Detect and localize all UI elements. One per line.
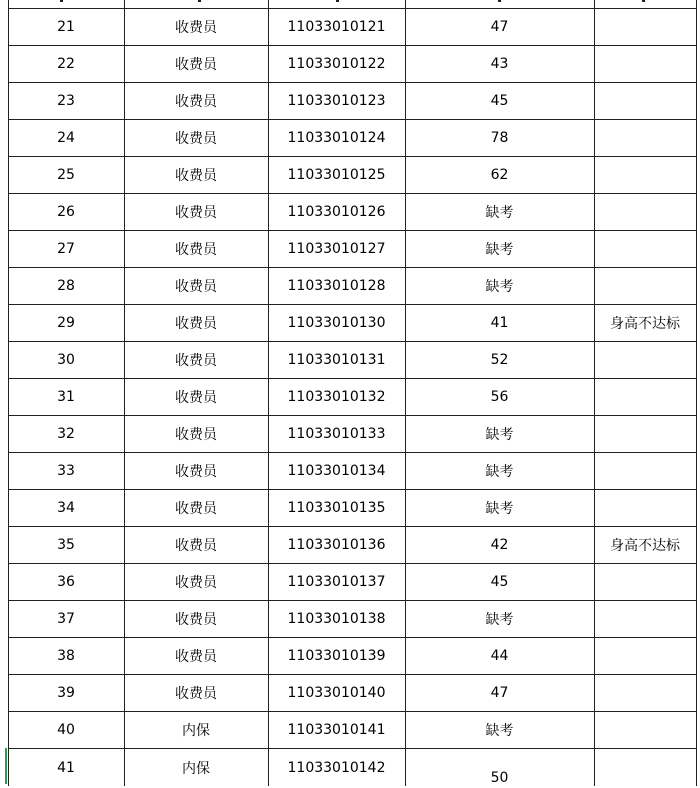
row-divider — [8, 674, 696, 675]
exam-id-cell[interactable]: 11033010135 — [287, 499, 386, 516]
row-number-cell[interactable]: 24 — [57, 129, 75, 146]
score-cell[interactable]: 43 — [490, 55, 509, 72]
header-fragment — [336, 0, 339, 2]
exam-id-cell[interactable]: 11033010121 — [287, 18, 386, 35]
score-cell[interactable]: 56 — [490, 388, 509, 405]
position-cell[interactable]: 收费员 — [175, 19, 217, 36]
row-number-cell[interactable]: 29 — [57, 314, 75, 331]
score-cell[interactable]: 41 — [490, 314, 509, 331]
position-cell[interactable]: 收费员 — [175, 204, 217, 221]
score-cell[interactable]: 62 — [490, 166, 509, 183]
row-number-cell[interactable]: 22 — [57, 55, 75, 72]
position-cell[interactable]: 收费员 — [175, 352, 217, 369]
position-cell[interactable]: 收费员 — [175, 56, 217, 73]
column-divider — [696, 0, 697, 786]
row-divider — [8, 563, 696, 564]
header-fragment — [642, 0, 645, 2]
row-number-cell[interactable]: 41 — [57, 760, 75, 776]
row-divider — [8, 8, 696, 9]
exam-id-cell[interactable]: 11033010132 — [287, 388, 386, 405]
remark-cell[interactable] — [594, 637, 696, 674]
row-number-cell[interactable]: 36 — [57, 573, 75, 590]
remark-cell[interactable] — [594, 193, 696, 230]
exam-id-cell[interactable]: 11033010133 — [287, 425, 386, 442]
row-divider — [8, 378, 696, 379]
row-divider — [8, 600, 696, 601]
position-cell[interactable]: 收费员 — [175, 463, 217, 480]
score-cell[interactable]: 缺考 — [485, 722, 514, 739]
header-fragment — [498, 0, 501, 2]
row-number-cell[interactable]: 35 — [57, 536, 75, 553]
remark-cell[interactable] — [594, 600, 696, 637]
exam-id-cell[interactable]: 11033010127 — [287, 240, 386, 257]
position-cell[interactable]: 内保 — [182, 761, 210, 777]
remark-cell[interactable]: 身高不达标 — [610, 537, 680, 554]
row-number-cell[interactable]: 25 — [57, 166, 75, 183]
position-cell[interactable]: 收费员 — [175, 648, 217, 665]
exam-id-cell[interactable]: 11033010131 — [287, 351, 386, 368]
score-cell[interactable]: 缺考 — [485, 278, 514, 295]
position-cell[interactable]: 收费员 — [175, 167, 217, 184]
row-number-cell[interactable]: 31 — [57, 388, 75, 405]
row-number-cell[interactable]: 28 — [57, 277, 75, 294]
row-number-cell[interactable]: 37 — [57, 610, 75, 627]
exam-id-cell[interactable]: 11033010122 — [287, 55, 386, 72]
selection-edge-marker — [5, 748, 7, 784]
remark-cell[interactable] — [594, 378, 696, 415]
score-cell[interactable]: 42 — [490, 536, 509, 553]
exam-id-cell[interactable]: 11033010123 — [287, 92, 386, 109]
score-cell[interactable]: 78 — [490, 129, 509, 146]
exam-id-cell[interactable]: 11033010139 — [287, 647, 386, 664]
row-divider — [8, 193, 696, 194]
position-cell[interactable]: 收费员 — [175, 315, 217, 332]
exam-id-cell[interactable]: 11033010141 — [287, 721, 386, 738]
row-number-cell[interactable]: 39 — [57, 684, 75, 701]
row-divider — [8, 267, 696, 268]
exam-id-cell[interactable]: 11033010134 — [287, 462, 386, 479]
remark-cell[interactable] — [594, 452, 696, 489]
row-number-cell[interactable]: 21 — [57, 18, 75, 35]
remark-cell[interactable] — [594, 415, 696, 452]
row-divider — [8, 341, 696, 342]
score-cell[interactable]: 47 — [490, 684, 509, 701]
row-number-cell[interactable]: 34 — [57, 499, 75, 516]
row-number-cell[interactable]: 32 — [57, 425, 75, 442]
remark-cell[interactable] — [594, 711, 696, 748]
exam-id-cell[interactable]: 11033010124 — [287, 129, 386, 146]
exam-id-cell[interactable]: 11033010128 — [287, 277, 386, 294]
position-cell[interactable]: 收费员 — [175, 537, 217, 554]
exam-id-cell[interactable]: 11033010125 — [287, 166, 386, 183]
remark-cell[interactable] — [594, 563, 696, 600]
row-divider — [8, 637, 696, 638]
position-cell[interactable]: 收费员 — [175, 278, 217, 295]
row-number-cell[interactable]: 33 — [57, 462, 75, 479]
score-cell[interactable]: 50 — [490, 770, 509, 786]
position-cell[interactable]: 收费员 — [175, 500, 217, 517]
score-cell[interactable]: 缺考 — [485, 463, 514, 480]
column-divider — [268, 0, 269, 786]
remark-cell[interactable] — [594, 341, 696, 378]
remark-cell[interactable] — [594, 156, 696, 193]
remark-cell[interactable] — [594, 45, 696, 82]
column-divider — [124, 0, 125, 786]
position-cell[interactable]: 收费员 — [175, 389, 217, 406]
row-divider — [8, 415, 696, 416]
row-divider — [8, 452, 696, 453]
score-cell[interactable]: 52 — [490, 351, 509, 368]
score-cell[interactable]: 缺考 — [485, 241, 514, 258]
header-fragment — [60, 0, 63, 2]
row-number-cell[interactable]: 23 — [57, 92, 75, 109]
exam-id-cell[interactable]: 11033010140 — [287, 684, 386, 701]
row-divider — [8, 748, 696, 749]
remark-cell[interactable] — [594, 748, 696, 788]
remark-cell[interactable] — [594, 119, 696, 156]
remark-cell[interactable] — [594, 674, 696, 711]
score-cell[interactable]: 缺考 — [485, 204, 514, 221]
row-divider — [8, 119, 696, 120]
exam-id-cell[interactable]: 11033010142 — [287, 760, 386, 776]
position-cell[interactable]: 收费员 — [175, 685, 217, 702]
row-divider — [8, 82, 696, 83]
score-cell[interactable]: 44 — [490, 647, 509, 664]
position-cell[interactable]: 内保 — [182, 722, 210, 739]
row-number-cell[interactable]: 30 — [57, 351, 75, 368]
exam-id-cell[interactable]: 11033010126 — [287, 203, 386, 220]
score-cell[interactable]: 缺考 — [485, 611, 514, 628]
position-cell[interactable]: 收费员 — [175, 426, 217, 443]
row-number-cell[interactable]: 40 — [57, 721, 75, 738]
remark-cell[interactable] — [594, 8, 696, 45]
remark-cell[interactable] — [594, 489, 696, 526]
row-divider — [8, 711, 696, 712]
column-divider — [405, 0, 406, 786]
score-cell[interactable]: 缺考 — [485, 426, 514, 443]
exam-id-cell[interactable]: 11033010137 — [287, 573, 386, 590]
exam-id-cell[interactable]: 11033010130 — [287, 314, 386, 331]
remark-cell[interactable] — [594, 82, 696, 119]
score-cell[interactable]: 45 — [490, 573, 509, 590]
score-cell[interactable]: 45 — [490, 92, 509, 109]
exam-id-cell[interactable]: 11033010136 — [287, 536, 386, 553]
score-cell[interactable]: 47 — [490, 18, 509, 35]
row-number-cell[interactable]: 38 — [57, 647, 75, 664]
row-divider — [8, 304, 696, 305]
row-number-cell[interactable]: 27 — [57, 240, 75, 257]
position-cell[interactable]: 收费员 — [175, 611, 217, 628]
row-divider — [8, 489, 696, 490]
position-cell[interactable]: 收费员 — [175, 93, 217, 110]
column-divider — [594, 0, 595, 786]
position-cell[interactable]: 收费员 — [175, 130, 217, 147]
row-divider — [8, 526, 696, 527]
remark-cell[interactable]: 身高不达标 — [610, 315, 680, 332]
row-divider — [8, 230, 696, 231]
header-fragment — [198, 0, 201, 2]
remark-cell[interactable] — [594, 267, 696, 304]
row-number-cell[interactable]: 26 — [57, 203, 75, 220]
remark-cell[interactable] — [594, 230, 696, 267]
position-cell[interactable]: 收费员 — [175, 241, 217, 258]
row-divider — [8, 45, 696, 46]
score-cell[interactable]: 缺考 — [485, 500, 514, 517]
row-divider — [8, 156, 696, 157]
position-cell[interactable]: 收费员 — [175, 574, 217, 591]
column-divider — [8, 0, 9, 786]
exam-id-cell[interactable]: 11033010138 — [287, 610, 386, 627]
